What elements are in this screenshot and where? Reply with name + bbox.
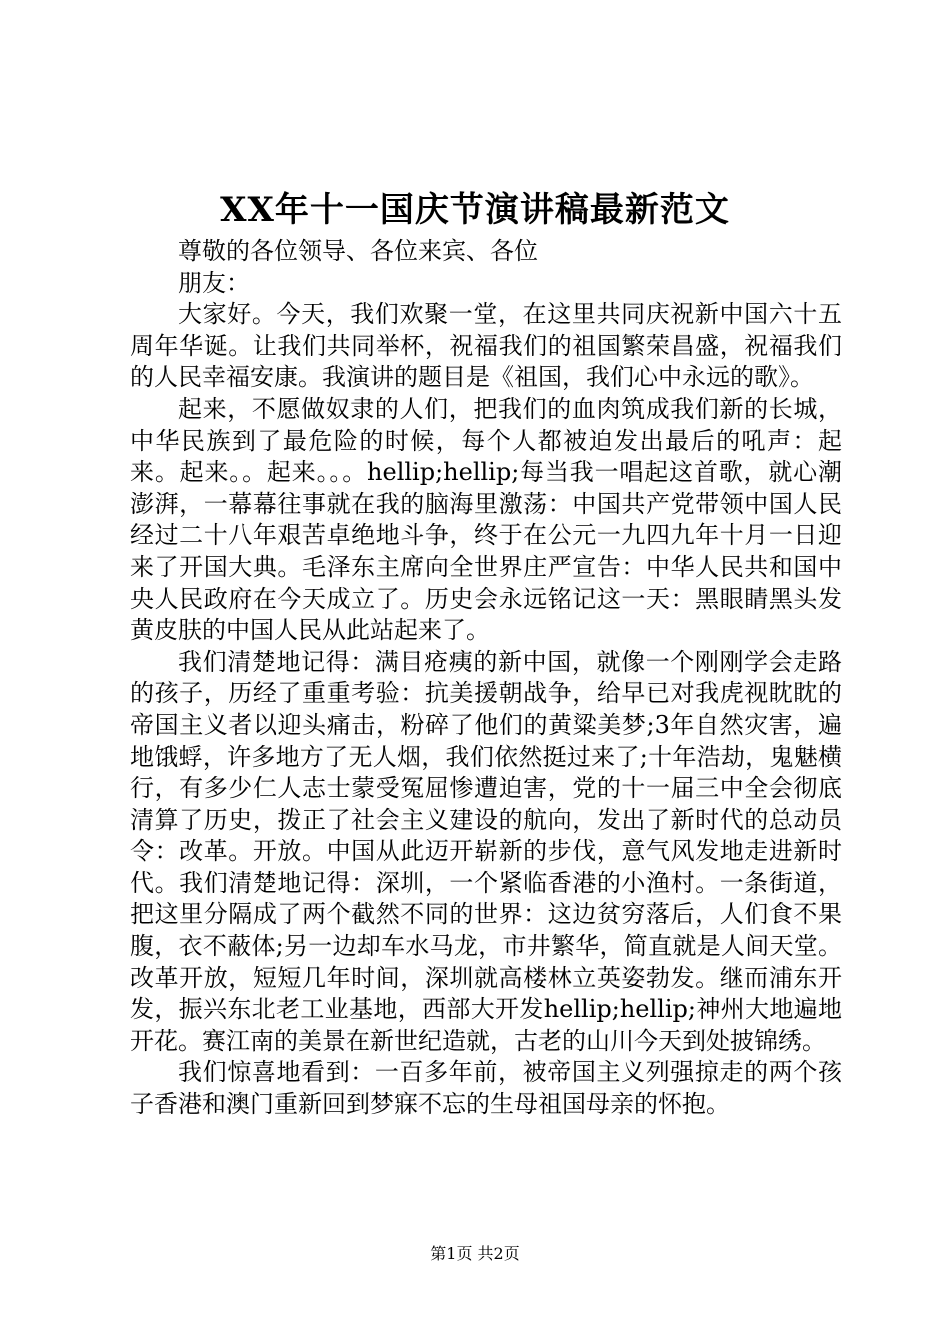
document-title: XX年十一国庆节演讲稿最新范文 bbox=[220, 190, 730, 230]
page-footer: 第1页 共2页 bbox=[430, 1244, 520, 1263]
paragraph-return: 我们惊喜地看到：一百多年前，被帝国主义列强掠走的两个孩子香港和澳门重新回到梦寐不忘的生母祖国母亲的怀抱。 bbox=[130, 1058, 842, 1119]
salutation-line-1: 尊敬的各位领导、各位来宾、各位 bbox=[178, 237, 538, 265]
paragraph-greeting: 大家好。今天，我们欢聚一堂，在这里共同庆祝新中国六十五周年华诞。让我们共同举杯，祝福我们的祖国繁荣昌盛，祝福我们的人民幸福安康。我演讲的题目是《祖国，我们心中永远的歌》。 bbox=[130, 300, 842, 392]
paragraph-anthem: 起来，不愿做奴隶的人们，把我们的血肉筑成我们新的长城，中华民族到了最危险的时候，每个人都被迫发出最后的吼声：起来。起来。。起来。。。hellip;hellip;每当我一唱起这首歌，就心潮澎湃，一幕幕往事就在我的脑海里激荡：中国共产党带领中国人民经过二十八年艰苦卓绝地斗争，终于在公元一九四九年十月一日迎来了开国大典。毛泽东主席向全世界庄严宣告：中华人民共和国中央人民政府在今天成立了。历史会永远铭记这一天：黑眼睛黑头发黄皮肤的中国人民从此站起来了。 bbox=[130, 394, 842, 645]
salutation-line-2: 朋友： bbox=[178, 268, 250, 297]
paragraph-history: 我们清楚地记得：满目疮痍的新中国，就像一个刚刚学会走路的孩子，历经了重重考验：抗美援朝战争，给早已对我虎视眈眈的帝国主义者以迎头痛击，粉碎了他们的黄粱美梦;3年自然灾害，遍地饿蜉，许多地方了无人烟，我们依然挺过来了;十年浩劫，鬼魅横行，有多少仁人志士蒙受冤屈惨遭迫害，党的十一届三中全会彻底清算了历史，拨正了社会主义建设的航向，发出了新时代的总动员令：改革。开放。中国从此迈开崭新的步伐，意气风发地走进新时代。我们清楚地记得：深圳，一个紧临香港的小渔村。一条街道，把这里分隔成了两个截然不同的世界：这边贫穷落后，人们食不果腹，衣不蔽体;另一边却车水马龙，市井繁华，简直就是人间天堂。改革开放，短短几年时间，深圳就高楼林立英姿勃发。继而浦东开发，振兴东北老工业基地，西部大开发hellip;hellip;神州大地遍地开花。赛江南的美景在新世纪造就，古老的山川今天到处披锦绣。 bbox=[130, 647, 842, 1055]
document-body bbox=[130, 236, 842, 1121]
